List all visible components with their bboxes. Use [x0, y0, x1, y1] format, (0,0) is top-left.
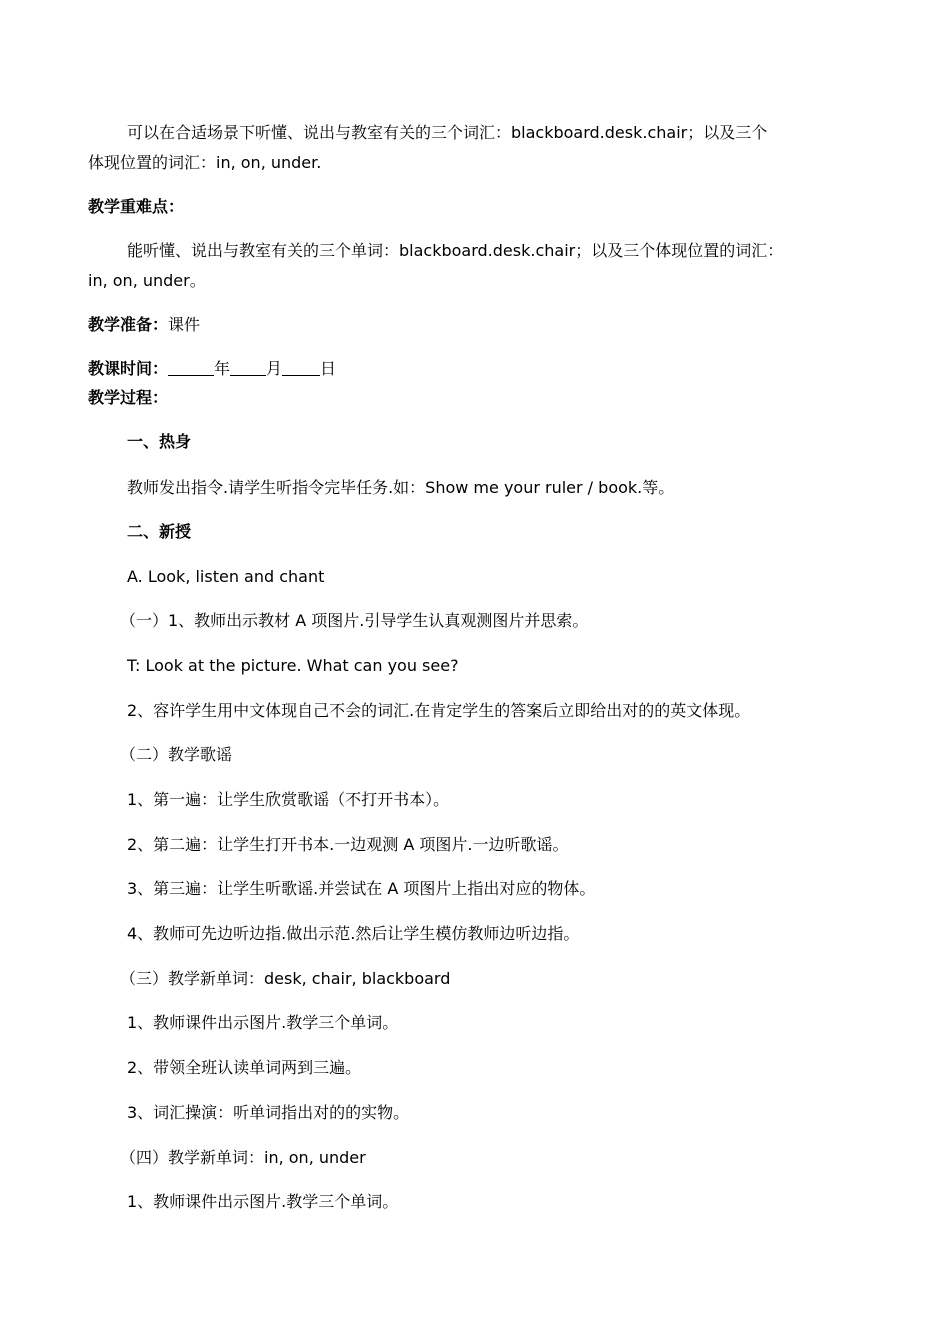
step2-section-a: A. Look, listen and chant: [127, 567, 325, 586]
key-points-line-1: 能听懂、说出与教室有关的三个单词：blackboard.desk.chair；以及三个体现位置的词汇：: [127, 241, 784, 260]
key-points-line-2: in, on, under。: [88, 271, 206, 290]
process-heading: 教学过程：: [88, 388, 169, 407]
year-blank: [168, 359, 214, 376]
goal-line-2: 体现位置的词汇：in, on, under.: [88, 153, 322, 172]
month-blank: [230, 359, 266, 376]
sub2-item2: 2、第二遍：让学生打开书本.一边观测 A 项图片.一边听歌谣。: [127, 835, 569, 854]
sub1-item1: （一）1、教师出示教材 A 项图片.引导学生认真观测图片并思索。: [120, 611, 589, 630]
time-month: 月: [266, 359, 283, 378]
goal-line-1: 可以在合适场景下听懂、说出与教室有关的三个词汇：blackboard.desk.chair；以及三个: [127, 123, 768, 142]
sub3-item2: 2、带领全班认读单词两到三遍。: [127, 1058, 362, 1077]
step2-heading: 二、新授: [127, 522, 192, 541]
sub4-heading: （四）教学新单词：in, on, under: [120, 1148, 366, 1167]
key-points-heading: 教学重难点：: [88, 197, 185, 216]
sub1-dialogue: T: Look at the picture. What can you see?: [127, 656, 459, 675]
prep-line: [88, 314, 200, 336]
sub4-item1: 1、教师课件出示图片.教学三个单词。: [127, 1192, 399, 1211]
sub3-heading: （三）教学新单词：desk, chair, blackboard: [120, 969, 451, 988]
sub2-item3: 3、第三遍：让学生听歌谣.并尝试在 A 项图片上指出对应的物体。: [127, 879, 596, 898]
step1-heading: 一、热身: [127, 432, 192, 451]
day-blank: [282, 359, 320, 376]
sub2-heading: （二）教学歌谣: [120, 745, 233, 764]
time-line: [88, 358, 336, 380]
time-year: 年: [214, 359, 231, 378]
sub3-item3: 3、词汇操演：听单词指出对的的实物。: [127, 1103, 410, 1122]
prep-value: 课件: [168, 315, 201, 334]
step1-text: 教师发出指令.请学生听指令完毕任务.如：Show me your ruler / book.等。: [127, 478, 675, 497]
time-label: 教课时间：: [88, 359, 169, 378]
sub2-item4: 4、教师可先边听边指.做出示范.然后让学生模仿教师边听边指。: [127, 924, 580, 943]
sub1-item2: 2、容许学生用中文体现自己不会的词汇.在肯定学生的答案后立即给出对的的英文体现。: [127, 701, 751, 720]
sub3-item1: 1、教师课件出示图片.教学三个单词。: [127, 1013, 399, 1032]
sub2-item1: 1、第一遍：让学生欣赏歌谣（不打开书本）。: [127, 790, 450, 809]
time-day: 日: [320, 359, 337, 378]
prep-label: 教学准备：: [88, 315, 169, 334]
